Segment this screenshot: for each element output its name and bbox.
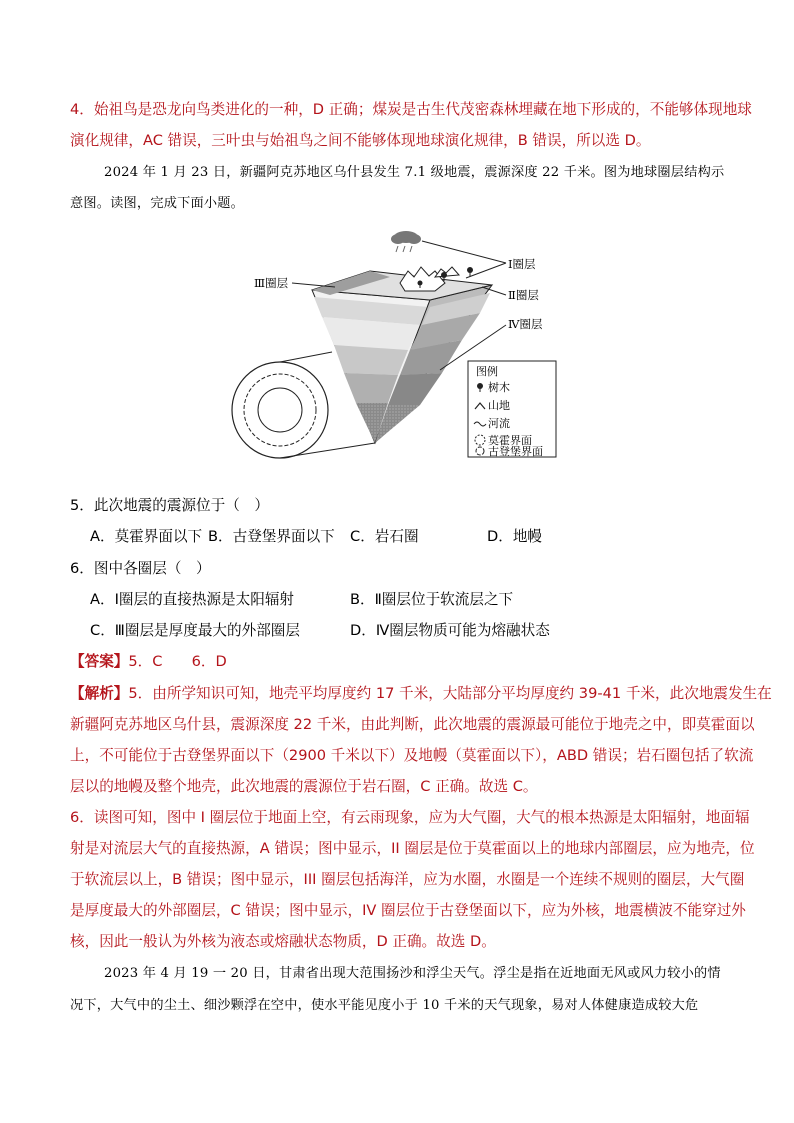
q5-option-a[interactable]: A．莫霍界面以下 (90, 528, 203, 545)
passage-2-line-2: 况下，大气中的尘土、细沙颗浮在空中，使水平能见度小于 10 千米的天气现象，易对人体健康造成较大危 (70, 998, 699, 1013)
prev-explanation-line-2: 演化规律，AC 错误，三叶虫与始祖鸟之间不能够体现地球演化规律，B 错误，所以选 D。 (70, 132, 651, 149)
prev-explanation-line-1: 4．始祖鸟是恐龙向鸟类进化的一种，D 正确；煤炭是古生代茂密森林埋藏在地下形成的，不能够体现地球 (70, 101, 752, 118)
analysis-line-3: 上，不可能位于古登堡界面以下（2900 千米以下）及地幔（莫霍面以下），ABD 错误；岩石圈包括了软流 (70, 747, 754, 764)
analysis-line-7: 于软流层以上，B 错误；图中显示，III 圈层包括海洋，应为水圈，水圈是一个连续不规则的圈层，大气圈 (70, 871, 745, 888)
legend-item-river: 河流 (488, 417, 510, 430)
q5-option-c[interactable]: C．岩石圈 (350, 528, 419, 545)
legend-box (468, 361, 556, 458)
analysis-text-1: 5．由所学知识可知，地壳平均厚度约 17 千米，大陆部分平均厚度约 39-41 千米，此次地震发生在 (128, 685, 772, 702)
earth-sphere-diagram (230, 225, 560, 470)
legend-title: 图例 (476, 365, 498, 378)
label-sphere-IV: Ⅳ圈层 (508, 317, 543, 331)
analysis-line-4: 层以的地幔及整个地壳，此次地震的震源位于岩石圈，C 正确。故选 C。 (70, 778, 538, 795)
q5-option-d[interactable]: D．地幔 (487, 528, 543, 545)
analysis-line-1 (70, 684, 772, 704)
analysis-line-2: 新疆阿克苏地区乌什县，震源深度 22 千米，由此判断，此次地震的震源最可能位于地壳之中，即莫霍面以 (70, 716, 755, 733)
legend-item-mountain: 山地 (488, 399, 510, 412)
answer-text: 5．C 6．D (128, 653, 227, 670)
analysis-tag: 【解析】 (70, 685, 129, 702)
q6-option-a[interactable]: A．Ⅰ圈层的直接热源是太阳辐射 (90, 591, 295, 608)
passage-1-line-2: 意图。读图，完成下面小题。 (70, 196, 245, 211)
answer-tag: 【答案】 (70, 653, 129, 670)
legend-item-tree: 树木 (488, 381, 510, 394)
label-sphere-III: Ⅲ圈层 (254, 276, 289, 290)
passage-2-line-1: 2023 年 4 月 19 一 20 日，甘肃省出现大范围扬沙和浮尘天气。浮尘是指在近地面无风或风力较小的情 (104, 966, 721, 981)
question-6-stem: 6．图中各圈层（ ） (70, 560, 211, 577)
label-sphere-I: Ⅰ圈层 (508, 257, 536, 271)
analysis-line-6: 射是对流层大气的直接热源，A 错误；图中显示，II 圈层是位于莫霍面以上的地球内部圈层，应为地壳，位 (70, 840, 755, 857)
q5-option-b[interactable]: B．古登堡界面以下 (208, 528, 335, 545)
answer-line (70, 652, 227, 672)
question-5-stem: 5．此次地震的震源位于（ ） (70, 497, 270, 514)
rain-cloud-icon (391, 231, 421, 252)
passage-1-line-1: 2024 年 1 月 23 日，新疆阿克苏地区乌什县发生 7.1 级地震，震源深度 22 千米。图为地球圈层结构示 (104, 165, 725, 180)
q6-option-b[interactable]: B．Ⅱ圈层位于软流层之下 (350, 591, 514, 608)
analysis-line-5: 6．读图可知，图中 I 圈层位于地面上空，有云雨现象，应为大气圈，大气的根本热源是太阳辐射，地面辐 (70, 809, 750, 826)
analysis-line-9: 核，因此一般认为外核为液态或熔融状态物质，D 正确。故选 D。 (70, 933, 496, 950)
legend-item-gutenberg: 古登堡界面 (488, 445, 543, 458)
label-sphere-II: Ⅱ圈层 (508, 288, 539, 302)
q6-option-c[interactable]: C．Ⅲ圈层是厚度最大的外部圈层 (90, 622, 300, 639)
analysis-line-8: 是厚度最大的外部圈层，C 错误；图中显示，IV 圈层位于古登堡面以下，应为外核，地震横波不能穿过外 (70, 902, 746, 919)
legend-item-moho: 莫霍界面 (488, 434, 532, 447)
q6-option-d[interactable]: D．Ⅳ圈层物质可能为熔融状态 (350, 622, 550, 639)
